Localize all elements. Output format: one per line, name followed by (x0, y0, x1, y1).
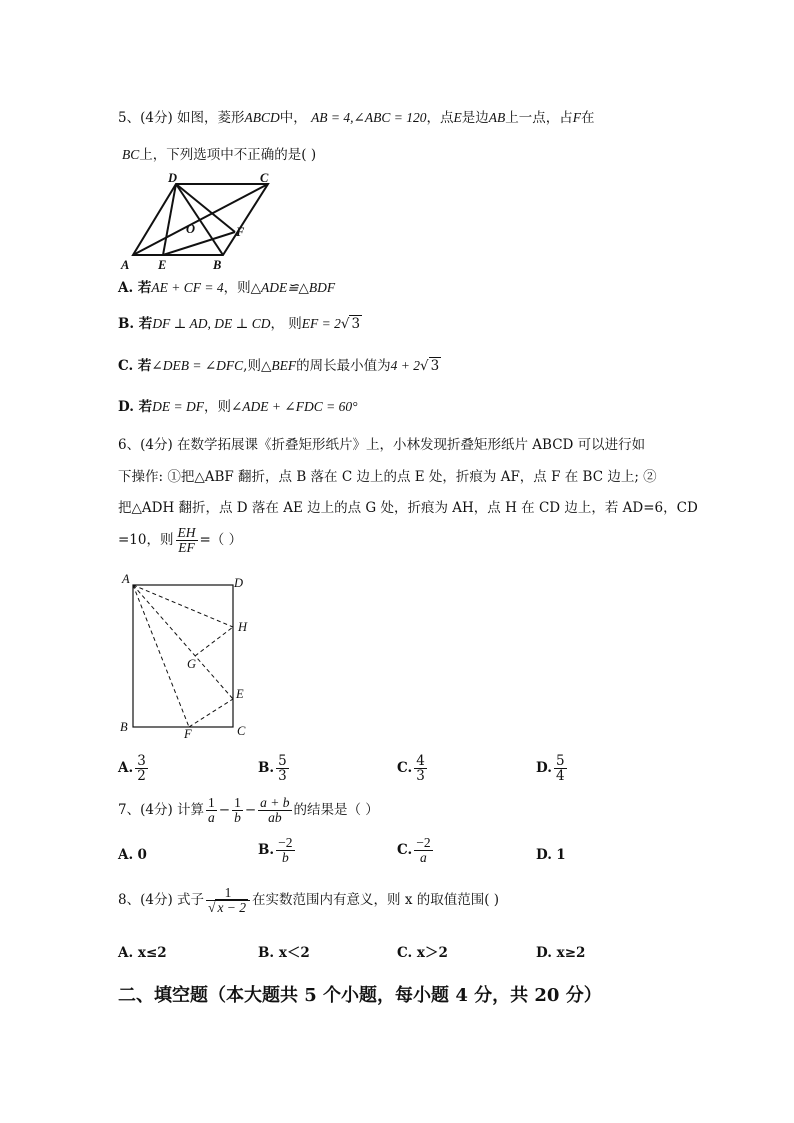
q6-line1: 6、(4分) 在数学拓展课《折叠矩形纸片》上，小林发现折叠矩形纸片 ABCD 可以进行如 (118, 437, 646, 453)
q8-stem: 8、(4分) 式子 $\frac{1}{√ x - 2}$ 在实数范围内有意义，则 x 的取值范围( ) (118, 885, 500, 916)
q5-label-d: D (168, 171, 178, 185)
q5-option-a: A. 若AE + CF = 4，则△ADE≌△BDF (118, 280, 336, 296)
q6-label-c: C (237, 724, 246, 738)
q5-option-b: B. 若DF ⊥ AD, DE ⊥ CD， 则EF = 2√ 3 (118, 316, 361, 332)
q6-label-e: E (236, 687, 244, 701)
q5-label-a: A (121, 258, 130, 272)
q8-option-a: A. x≤2 (118, 945, 167, 961)
q6-fraction: $\frac{EH}{EF}$ (177, 525, 196, 556)
q5-label-b: B (213, 258, 222, 272)
q6-label-b: B (120, 720, 128, 734)
q6-option-c: C. $\frac{4}{3}$ (397, 753, 425, 785)
q8-option-d: D. x≥2 (536, 945, 586, 961)
q7-stem: 7、(4分) 计算 $\frac{1}{a}$ − $\frac{1}{b}$ − $\frac{a + b}{ab}$ 的结果是（ ） (118, 795, 379, 826)
q6-label-h: H (238, 620, 248, 634)
q6-label-a: A (122, 572, 130, 586)
q6-label-g: G (187, 657, 197, 671)
section-2-heading: 二、填空题（本大题共 5 个小题，每小题 4 分，共 20 分） (118, 985, 602, 1006)
q6-rectangle-figure (118, 572, 268, 742)
q5-label-f: F (236, 225, 245, 239)
q5-label-e: E (158, 258, 167, 272)
q5-option-c: C. 若∠DEB = ∠DFC,则△BEF的周长最小值为4 + 2√ 3 (118, 358, 440, 374)
q8-option-b: B. x＜2 (258, 945, 310, 961)
q6-option-b: B. $\frac{5}{3}$ (258, 753, 287, 785)
q6-label-f: F (184, 727, 192, 741)
q5-label-c: C (260, 171, 269, 185)
q6-line3: 把△ADH 翻折，点 D 落在 AE 边上的点 G 处，折痕为 AH，点 H 在 CD 边上，若 AD=6，CD (118, 500, 698, 516)
q5-rhombus-figure (118, 170, 278, 270)
q7-option-a: A. 0 (118, 847, 147, 863)
q6-line2: 下操作: ①把△ABF 翻折，点 B 落在 C 边上的点 E 处，折痕为 AF，点 F 在 BC 边上; ② (118, 469, 657, 485)
q6-option-d: D. $\frac{5}{4}$ (536, 753, 565, 785)
q7-option-c: C. $\frac{-2}{a}$ (397, 835, 431, 866)
q6-label-d: D (234, 576, 244, 590)
q7-option-b: B. $\frac{-2}{b}$ (258, 835, 293, 866)
q5-label-o: O (186, 222, 196, 236)
q5-line1: 5、(4分) 如图，菱形ABCD中， AB = 4,∠ABC = 120，点E是边AB上一点，占F在 (118, 110, 595, 126)
q6-line4: =10，则 $\frac{EH}{EF}$ =（ ） (118, 525, 243, 556)
q5-option-d: D. 若DE = DF，则∠ADE + ∠FDC = 60° (118, 399, 358, 415)
q7-option-d: D. 1 (536, 847, 566, 863)
q6-option-a: A. $\frac{3}{2}$ (118, 753, 146, 785)
q5-line2: BC上，下列选项中不正确的是( ) (122, 147, 317, 163)
q8-option-c: C. x＞2 (397, 945, 448, 961)
